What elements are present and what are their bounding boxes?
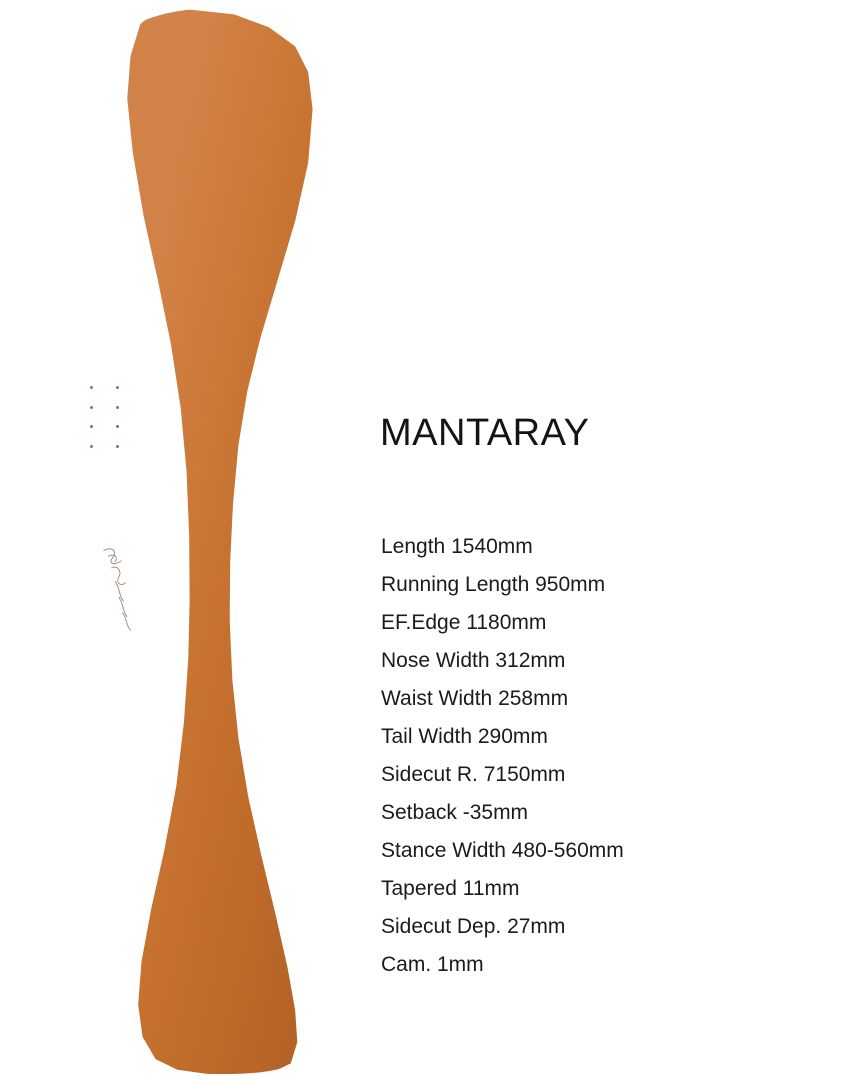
board-sheen-overlay — [112, 8, 330, 1074]
insert-dot — [116, 386, 119, 389]
spec-row-length — [381, 528, 851, 566]
spec-row-waist-width — [381, 680, 851, 718]
snowboard-topsheet — [112, 8, 330, 1074]
spec-row-camber — [381, 946, 851, 984]
spec-text: Stance Width 480-560mm — [381, 839, 624, 862]
spec-row-sidecut-radius — [381, 756, 851, 794]
insert-dot — [116, 406, 119, 409]
nose-insert-pack — [84, 386, 130, 448]
spec-panel — [380, 0, 859, 1080]
spec-text: Sidecut R. 7150mm — [381, 763, 566, 786]
insert-column-right — [116, 386, 119, 448]
insert-dot — [90, 406, 93, 409]
page-title: MANTARAY — [380, 412, 590, 454]
spec-text: Length 1540mm — [381, 535, 533, 558]
spec-text: Waist Width 258mm — [381, 687, 569, 710]
spec-text: Nose Width 312mm — [381, 649, 566, 672]
spec-text: Running Length 950mm — [381, 573, 606, 596]
spec-row-nose-width — [381, 642, 851, 680]
spec-text: Setback -35mm — [381, 801, 529, 824]
spec-row-tail-width — [381, 718, 851, 756]
spec-text: Tapered 11mm — [381, 877, 520, 900]
insert-dot — [90, 445, 93, 448]
spec-row-setback — [381, 794, 851, 832]
insert-column-left — [90, 386, 93, 448]
spec-text: Sidecut Dep. 27mm — [381, 915, 566, 938]
insert-dot — [90, 425, 93, 428]
spec-text: Cam. 1mm — [381, 953, 484, 976]
insert-dot — [116, 445, 119, 448]
insert-dot — [116, 425, 119, 428]
spec-row-sidecut-depth — [381, 908, 851, 946]
spec-row-stance-width — [381, 832, 851, 870]
spec-list — [381, 528, 851, 984]
spec-row-tapered — [381, 870, 851, 908]
board-signature-graphic — [93, 541, 148, 637]
spec-row-ef-edge — [381, 604, 851, 642]
insert-dot — [90, 386, 93, 389]
spec-text: Tail Width 290mm — [381, 725, 548, 748]
spec-text: EF.Edge 1180mm — [381, 611, 547, 634]
spec-row-running-length — [381, 566, 851, 604]
board-image — [0, 0, 380, 1080]
